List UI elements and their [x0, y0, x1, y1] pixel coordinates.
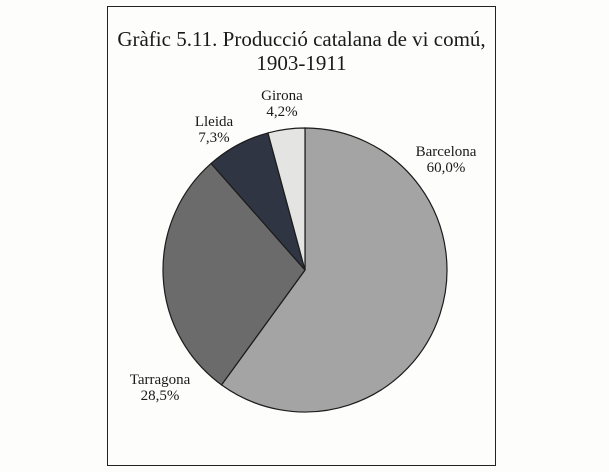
slice-value-lleida: 7,3% [198, 130, 230, 146]
slice-label-girona [250, 88, 314, 120]
slice-name-lleida: Lleida [194, 114, 234, 130]
slice-label-barcelona [396, 144, 496, 176]
chart-title: Gràfic 5.11. Producció catalana de vi comú, [117, 27, 486, 51]
slice-label-lleida [182, 114, 246, 146]
slice-name-tarragona: Tarragona [129, 372, 191, 388]
slice-name-girona: Girona [261, 88, 303, 104]
slice-value-tarragona: 28,5% [140, 388, 180, 404]
slice-value-girona: 4,2% [266, 104, 298, 120]
slice-label-tarragona [110, 372, 210, 404]
slice-value-barcelona: 60,0% [426, 160, 466, 176]
chart-subtitle-years: 1903-1911 [256, 51, 347, 75]
slice-name-barcelona: Barcelona [415, 144, 477, 160]
